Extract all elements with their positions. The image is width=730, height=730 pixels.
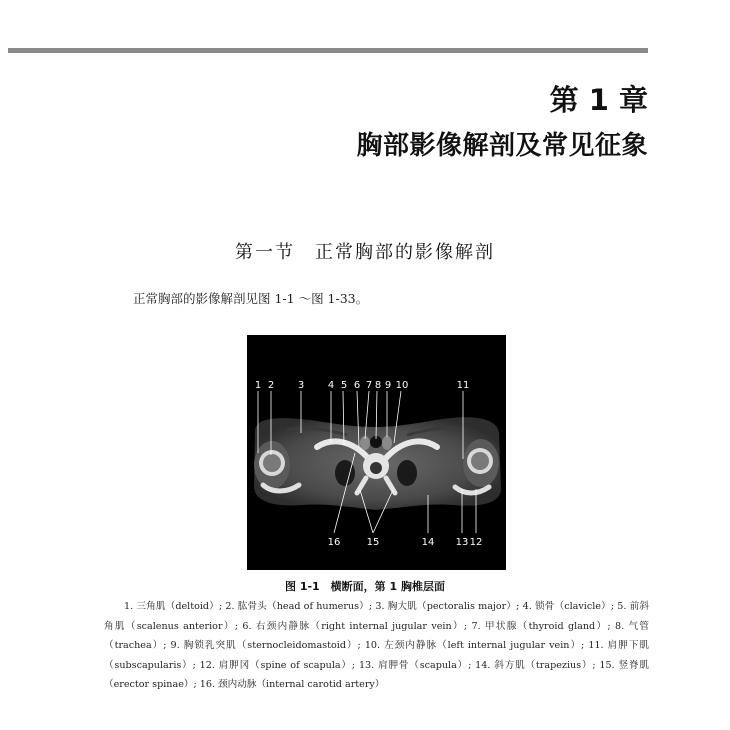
chapter-title: 胸部影像解剖及常见征象 bbox=[356, 131, 648, 161]
top-rule bbox=[8, 48, 648, 53]
ct-label-5: 5 bbox=[340, 380, 348, 391]
ct-label-2: 2 bbox=[267, 380, 275, 391]
chapter-number: 第 1 章 bbox=[549, 83, 648, 117]
ct-label-1: 1 bbox=[254, 380, 262, 391]
intro-paragraph: 正常胸部的影像解剖见图 1-1 ～图 1-33。 bbox=[133, 291, 369, 306]
ct-label-11: 11 bbox=[456, 380, 470, 391]
figure-legend: 1. 三角肌（deltoid）; 2. 肱骨头（head of humerus）; 3. 胸大肌（pectoralis major）; 4. 锁骨（clavicle）; 5. 前斜角肌（scalenus anterior）; 6. 右颈内静脉（right internal jugular vein）; 7. 甲状腺（thyroid gland）; 8. 气管（trachea）; 9. 胸锁乳突肌（sternocleidomastoid）; 10. 左颈内静脉（left internal jugular vein）; 11. 肩胛下肌（subscapularis）; 12. 肩胛冈（spine of scapula）; 13. 肩胛骨（scapula）; 14. 斜方肌（trapezius）; 15. 竖脊肌（erector spinae）; 16. 颈内动脉（internal carotid artery） bbox=[104, 601, 649, 690]
ct-label-12: 12 bbox=[469, 537, 483, 548]
section-title: 第一节 正常胸部的影像解剖 bbox=[235, 242, 495, 263]
ct-label-16: 16 bbox=[327, 537, 341, 548]
ct-scan-drawing bbox=[247, 335, 506, 570]
ct-label-8: 8 bbox=[374, 380, 382, 391]
ct-label-4: 4 bbox=[327, 380, 335, 391]
ct-label-3: 3 bbox=[297, 380, 305, 391]
ct-label-15: 15 bbox=[366, 537, 380, 548]
ct-label-14: 14 bbox=[421, 537, 435, 548]
ct-label-7: 7 bbox=[365, 380, 373, 391]
ct-label-10: 10 bbox=[395, 380, 409, 391]
ct-scan-image bbox=[247, 335, 506, 570]
ct-label-6: 6 bbox=[353, 380, 361, 391]
ct-label-13: 13 bbox=[455, 537, 469, 548]
ct-label-9: 9 bbox=[384, 380, 392, 391]
figure-caption: 图 1-1 横断面，第 1 胸椎层面 bbox=[284, 580, 445, 593]
